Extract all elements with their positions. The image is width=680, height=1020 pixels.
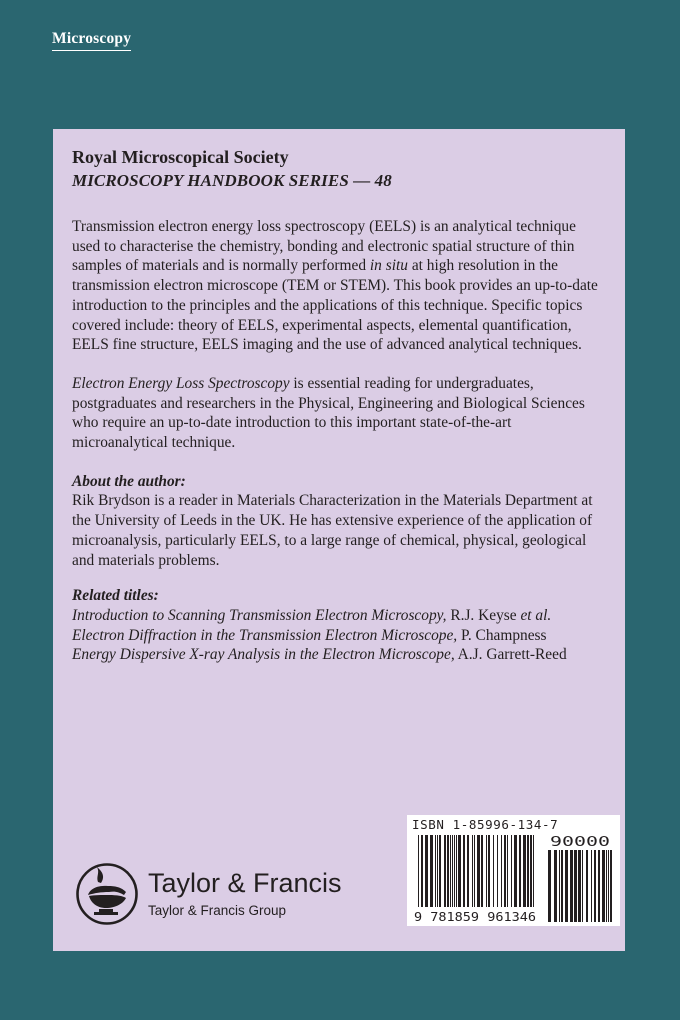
barcode-bar [578, 850, 581, 922]
audience-text: is essential reading for undergraduates, postgraduates and researchers in the Physical, Engineering and Biological Sciences who require an up-to-date introduction to this important state-of-the-art microanalytical technique. [72, 374, 585, 452]
barcode-bar [598, 850, 600, 922]
description-paragraph [72, 217, 605, 355]
barcode-bar [504, 835, 506, 907]
description-text-start: Transmission electron energy loss spectroscopy (EELS) is an analytical technique used to characterise the chemistry, bonding and electronic spatial structure of thin samples of materials and is normally performed [72, 218, 576, 275]
barcode-bar [501, 835, 502, 907]
barcode-bar [430, 835, 433, 907]
publisher-logo [75, 862, 365, 932]
related-author: P. Champness [457, 626, 547, 644]
barcode-bar [425, 835, 428, 907]
author-bio: Rik Brydson is a reader in Materials Characterization in the Materials Department at the University of Leeds in the UK. He has extensive experience of the application of microanalysis, particularly EELS, to a large range of chemical, physical, geological and materials problems. [72, 492, 593, 569]
barcode-bar [458, 835, 461, 907]
barcode-bar [514, 835, 517, 907]
barcode-bar [548, 850, 551, 922]
barcode-bar [477, 835, 480, 913]
book-title: Electron Energy Loss Spectroscopy [72, 374, 290, 392]
barcode-bar [586, 850, 588, 922]
related-heading: Related titles: [72, 587, 159, 605]
barcode-bar [594, 850, 596, 922]
society-name: Royal Microscopical Society [72, 147, 289, 167]
barcode-block [407, 815, 620, 926]
barcode-bar [437, 835, 438, 907]
barcode-bar [591, 850, 592, 922]
barcode-bar [439, 835, 441, 907]
barcode-bar [570, 850, 573, 922]
category-label: Microscopy [52, 30, 131, 51]
barcode-bar [533, 835, 534, 913]
author-section [72, 472, 605, 571]
barcode-bar [559, 850, 560, 922]
related-title-item [72, 626, 605, 646]
barcode-bar [463, 835, 465, 907]
barcode-bar [530, 835, 532, 907]
barcode-bar [444, 835, 446, 907]
barcode-bar [527, 835, 529, 907]
barcode-bar [452, 835, 453, 907]
barcode-bar [574, 850, 577, 922]
barcode-bar [565, 850, 568, 922]
related-author-suffix: et al. [520, 606, 552, 624]
series-title: MICROSCOPY HANDBOOK SERIES — 48 [72, 171, 392, 190]
barcode-bar [606, 850, 607, 922]
barcode-bar [456, 835, 457, 907]
oil-lamp-icon [75, 862, 139, 926]
barcode-bar [435, 835, 436, 907]
barcode-bar [467, 835, 469, 907]
barcode-bar [421, 835, 423, 913]
barcode-bar [511, 835, 512, 907]
related-author: R.J. Keyse [446, 606, 521, 624]
barcode-image [412, 833, 615, 926]
barcode-bar [472, 835, 473, 907]
barcode-bar [523, 835, 526, 907]
barcode-bar [454, 835, 455, 907]
related-author: A.J. Garrett-Reed [454, 646, 567, 664]
barcode-bar [450, 835, 451, 907]
barcode-bar [602, 850, 605, 922]
price-code: 90000 [550, 835, 610, 850]
barcode-bar [488, 835, 490, 907]
description-italic-term: in situ [369, 257, 408, 275]
related-title-item [72, 645, 605, 665]
publisher-name: Taylor & Francis [148, 868, 342, 898]
barcode-bar [582, 850, 583, 922]
description-text-end: at high resolution in the transmission electron microscope (TEM or STEM). This book provides an up-to-date introduction to the principles and the applications of this technique. Specific topics covered include: theory of EELS, experimental aspects, elemental quantification, EELS fine structure, EELS imaging and the use of advanced analytical techniques. [72, 257, 598, 354]
publisher-group: Taylor & Francis Group [148, 903, 287, 918]
barcode-bar [554, 850, 557, 922]
related-titles-section [72, 586, 605, 665]
barcode-bar [519, 835, 521, 907]
ean-number: 9 781859 961346 [414, 909, 536, 924]
barcode-bar [474, 835, 475, 907]
author-heading: About the author: [72, 472, 186, 490]
barcode-bar [493, 835, 494, 907]
barcode-bar [610, 850, 612, 922]
barcode-bar [497, 835, 498, 907]
barcode-bar [486, 835, 487, 907]
barcode-bar [608, 850, 609, 922]
barcode-bar [447, 835, 449, 907]
related-title: Energy Dispersive X-ray Analysis in the Electron Microscope, [72, 646, 455, 664]
audience-paragraph [72, 374, 605, 453]
barcode-bar [481, 835, 483, 907]
isbn-label: ISBN 1-85996-134-7 [412, 817, 559, 832]
related-title-item [72, 606, 605, 626]
barcode-bar [561, 850, 563, 922]
related-title: Electron Diffraction in the Transmission Electron Microscope, [72, 626, 458, 644]
barcode-bar [507, 835, 508, 907]
related-title: Introduction to Scanning Transmission Electron Microscopy, [72, 606, 447, 624]
barcode-bar [418, 835, 419, 913]
